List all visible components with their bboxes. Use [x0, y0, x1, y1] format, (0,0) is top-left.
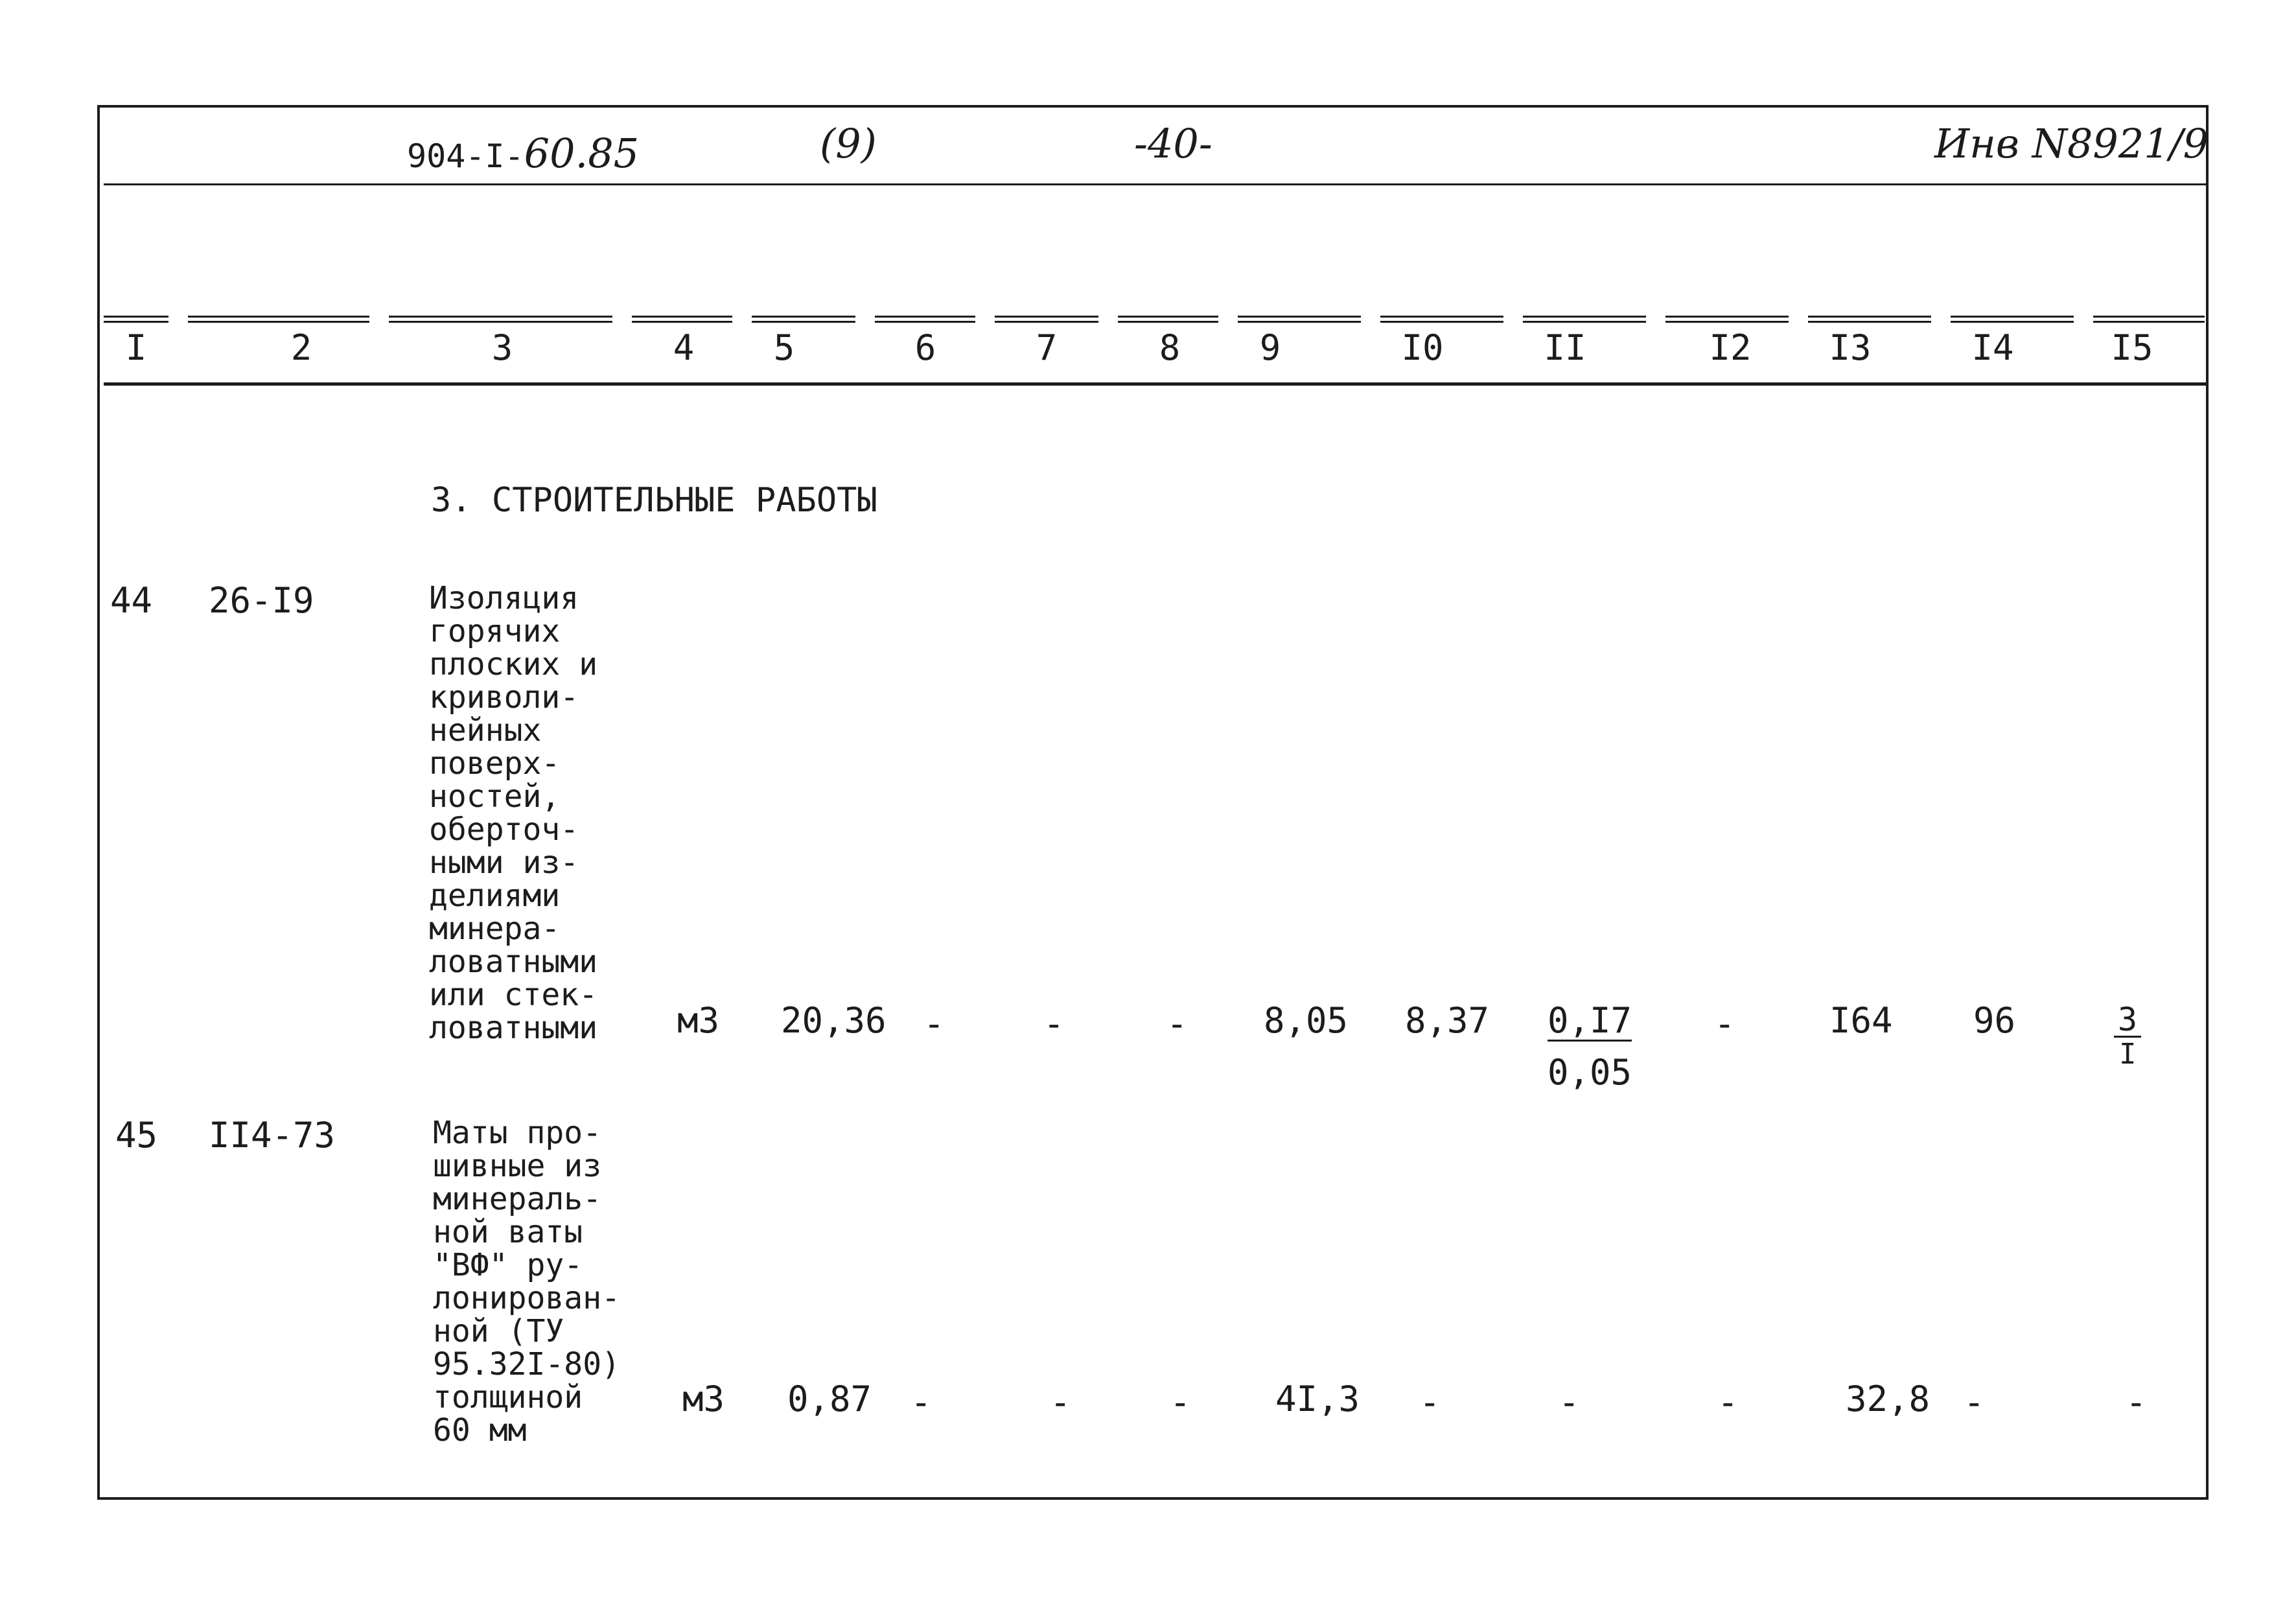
column-number: 8: [1159, 327, 1181, 368]
column-number: I: [125, 327, 147, 368]
frame-right: [2206, 105, 2209, 1500]
column-number: 2: [290, 327, 312, 368]
column-header-rule: [104, 382, 2206, 386]
row-value-c7: -: [1043, 1003, 1065, 1044]
row-description: Маты про- шивные из минераль- ной ваты "ВФ" ру- лонирован- ной (ТУ 95.32I-80) толщиной 60 мм: [433, 1115, 620, 1449]
row-value-c12: -: [1714, 1003, 1735, 1044]
row-value-c11-bottom: 0,05: [1548, 1052, 1632, 1093]
row-value-c6: -: [910, 1382, 932, 1423]
column-number: I4: [1971, 327, 2014, 368]
row-value-c5: 20,36: [781, 1000, 887, 1041]
frame-top: [97, 105, 2209, 108]
column-number: 5: [773, 327, 795, 368]
frame-left: [97, 105, 100, 1500]
row-number: 45: [115, 1115, 158, 1156]
row-value-c9: 8,05: [1264, 1000, 1349, 1041]
sheet-mark: (9): [820, 120, 877, 167]
row-value-c15-top: 3: [2114, 1003, 2141, 1038]
row-value-c10: 8,37: [1405, 1000, 1490, 1041]
row-value-c5: 0,87: [787, 1379, 872, 1419]
row-value-c10: -: [1419, 1382, 1441, 1423]
row-value-c14: 96: [1973, 1000, 2016, 1041]
column-number: 9: [1259, 327, 1281, 368]
row-value-c11: -: [1559, 1382, 1580, 1423]
row-value-c6: -: [923, 1003, 945, 1044]
header-rule: [104, 183, 2206, 185]
row-value-c13: 32,8: [1846, 1379, 1931, 1419]
row-value-c8: -: [1166, 1003, 1188, 1044]
section-title: 3. СТРОИТЕЛЬНЫЕ РАБОТЫ: [431, 481, 877, 520]
row-value-c11-top: 0,I7: [1548, 1000, 1632, 1041]
column-number: 3: [491, 327, 513, 368]
row-number: 44: [110, 580, 153, 621]
column-number: II: [1544, 327, 1586, 368]
column-number: I2: [1709, 327, 1752, 368]
row-value-c12: -: [1717, 1382, 1739, 1423]
row-unit: м3: [682, 1379, 725, 1419]
column-number: I0: [1401, 327, 1444, 368]
row-unit: м3: [677, 1000, 720, 1041]
column-number: I5: [2111, 327, 2153, 368]
column-number: 7: [1036, 327, 1058, 368]
row-value-c9: 4I,3: [1275, 1379, 1360, 1419]
doc-code: [407, 130, 639, 177]
row-value-c14: -: [1964, 1382, 1985, 1423]
column-number: 4: [673, 327, 695, 368]
row-value-c13: I64: [1829, 1000, 1893, 1041]
row-value-c15: -: [2126, 1382, 2147, 1423]
row-value-c7: -: [1050, 1382, 1071, 1423]
row-description: Изоляция горячих плоских и криволи- нейных поверх- ностей, оберточ- ными из- делиями минера- ловатными или стек- ловатными: [429, 580, 598, 1046]
column-number: 6: [914, 327, 936, 368]
row-code: 26-I9: [209, 580, 314, 621]
row-value-c15-bottom: I: [2119, 1038, 2137, 1071]
row-value-c8: -: [1170, 1382, 1191, 1423]
page-number: -40-: [1134, 120, 1212, 167]
doc-code-handwritten: 60.85: [524, 130, 640, 177]
doc-code-typed: 904-I-: [407, 137, 524, 175]
frame-bottom: [97, 1497, 2209, 1500]
column-number: I3: [1829, 327, 1872, 368]
inventory-number: Инв N8921/9: [1934, 120, 2209, 167]
row-code: II4-73: [209, 1115, 336, 1156]
